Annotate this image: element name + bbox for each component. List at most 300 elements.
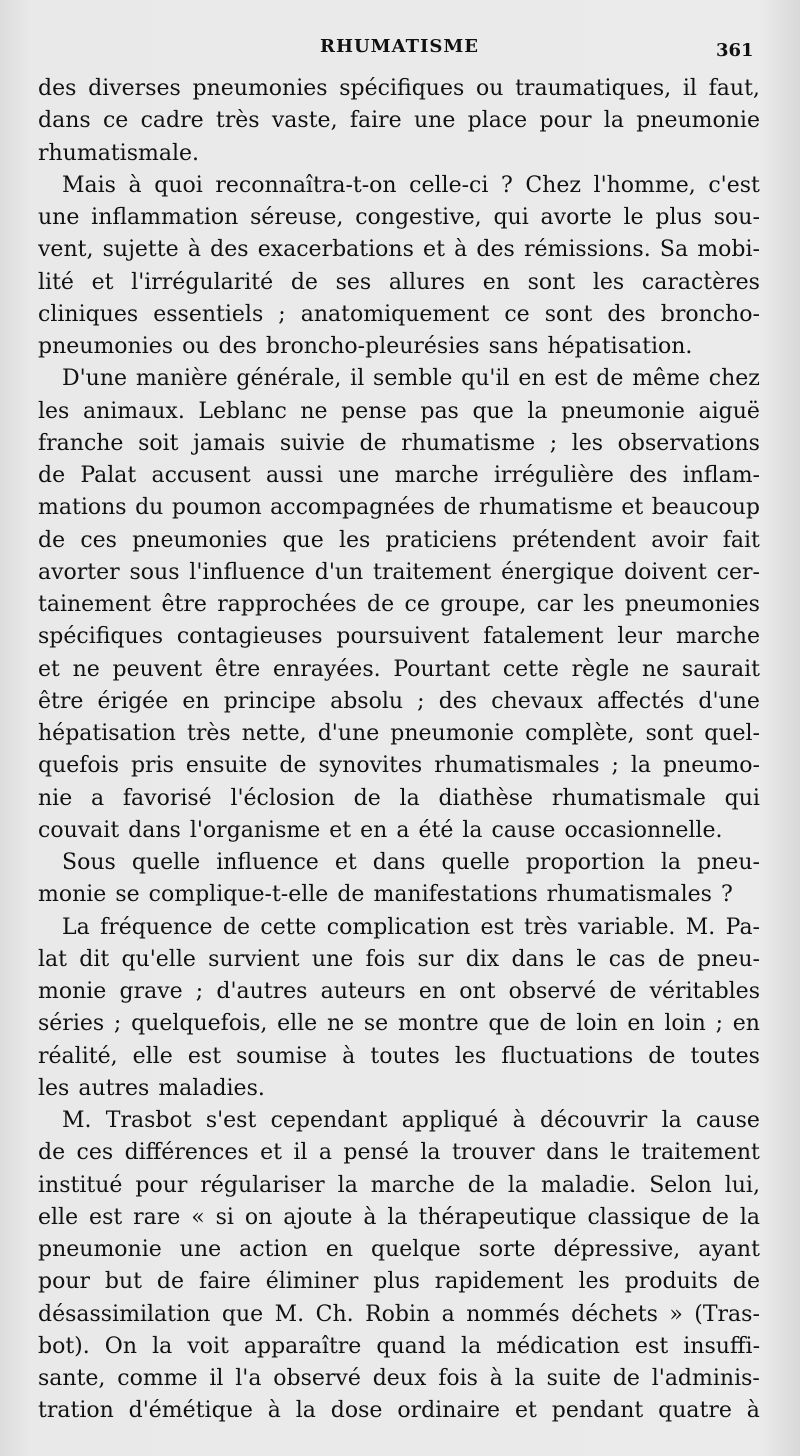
word: hépatisation — [38, 721, 176, 746]
word: se — [363, 1011, 389, 1037]
word: poumon — [171, 495, 262, 521]
text-line — [38, 234, 760, 266]
word: rare — [133, 1204, 181, 1230]
word: Robin — [365, 1301, 431, 1327]
word: pendant — [551, 1398, 644, 1424]
word: pris — [130, 753, 174, 779]
word: pneumonies — [192, 76, 328, 101]
word: spécifiques — [38, 624, 163, 650]
word: de — [222, 914, 251, 940]
word: et — [38, 656, 60, 682]
word: traumatiques, — [515, 76, 672, 101]
word: ; — [611, 753, 619, 779]
word: traitement — [641, 1140, 760, 1166]
word: c'est — [708, 172, 760, 198]
word: les — [571, 430, 604, 456]
word: si — [215, 1204, 234, 1230]
text-line — [38, 783, 760, 815]
word: M. — [274, 1301, 305, 1327]
word: sujette — [102, 237, 179, 263]
word: rhumatismale — [551, 785, 706, 811]
word: autres — [78, 1075, 150, 1101]
text-line — [38, 589, 760, 621]
word: fréquence — [100, 914, 213, 940]
word: doivent — [624, 559, 707, 585]
word: à — [267, 1398, 281, 1424]
word: pneumonie — [390, 721, 515, 746]
text-line — [38, 815, 760, 847]
word: Pa- — [725, 914, 760, 940]
text-line — [38, 1395, 760, 1427]
text-line — [38, 750, 760, 782]
word: dans — [38, 108, 91, 134]
text-line — [38, 944, 760, 976]
word: prétendent — [512, 527, 636, 553]
word: manière — [135, 366, 228, 392]
word: saurait — [681, 656, 760, 682]
word: rhumatismales — [546, 882, 712, 908]
text-line — [38, 912, 760, 944]
word: ne — [300, 398, 328, 424]
word: dans — [511, 946, 565, 972]
word: caractères — [641, 269, 760, 295]
word: une — [179, 1237, 222, 1262]
word: d'émétique — [128, 1398, 253, 1424]
word: ayant — [698, 1237, 760, 1262]
word: pneu- — [697, 946, 760, 972]
word: en — [325, 1237, 354, 1262]
text-line — [38, 1331, 760, 1363]
word: et — [334, 850, 357, 875]
word: la — [507, 1172, 528, 1198]
word: fois — [365, 946, 406, 972]
text-line — [38, 460, 760, 492]
word: nommés — [466, 1301, 560, 1327]
word: que — [472, 398, 514, 424]
word: cause — [696, 1108, 760, 1133]
word: des — [210, 237, 249, 263]
word: montre — [397, 1011, 479, 1037]
word: la — [462, 817, 483, 843]
word: beaucoup — [651, 495, 760, 521]
word: les — [578, 1269, 610, 1295]
word: avorter — [38, 559, 120, 585]
word: est — [187, 1043, 222, 1069]
word: de — [359, 430, 387, 456]
word: la — [514, 1366, 535, 1391]
word: la — [527, 398, 548, 424]
word: et — [514, 1398, 537, 1424]
word: M. — [62, 1108, 92, 1133]
word: voit — [187, 1333, 229, 1359]
word: classique — [587, 1204, 691, 1230]
word: désassimilation — [38, 1301, 211, 1327]
word: ; — [278, 301, 286, 327]
word: broncho-pleurésies — [265, 334, 480, 359]
word: leur — [617, 624, 663, 650]
word: maladie. — [540, 1172, 637, 1198]
word: sont — [527, 269, 576, 295]
word: quelle — [441, 850, 510, 875]
word: le — [623, 205, 644, 230]
word: la — [420, 1140, 441, 1166]
word: de — [353, 785, 381, 811]
word: principe — [223, 688, 316, 714]
text-line — [38, 428, 760, 460]
word: marche — [675, 624, 760, 650]
word: Leblanc — [198, 398, 287, 424]
word: observé — [273, 1366, 361, 1391]
word: le — [576, 946, 597, 972]
word: Mais — [62, 172, 116, 198]
word: affectés — [597, 688, 685, 714]
word: rhumatismales — [434, 753, 600, 779]
word: d'un — [314, 559, 364, 585]
word: été — [418, 817, 454, 843]
word: des — [438, 688, 478, 714]
word: à — [187, 237, 201, 263]
word: à — [342, 1043, 356, 1069]
word: il — [350, 366, 365, 392]
word: des — [218, 334, 257, 359]
word: diathèse — [438, 785, 534, 811]
word: l'influence — [189, 559, 305, 585]
word: de — [467, 1172, 495, 1198]
word: plus — [373, 1269, 420, 1295]
word: franche — [38, 430, 124, 456]
word: complique-t-elle — [148, 882, 329, 908]
word: cas — [608, 946, 646, 972]
word: on — [244, 1204, 273, 1230]
word: en — [732, 1011, 760, 1037]
word: régulariser — [200, 1172, 325, 1198]
word: sou- — [713, 205, 760, 230]
word: en — [627, 1011, 655, 1037]
word: qui — [493, 205, 529, 230]
text-line — [38, 331, 760, 363]
word: la — [152, 1333, 173, 1359]
word: générale, — [236, 366, 342, 392]
word: être — [161, 592, 207, 617]
word: Chez — [525, 172, 581, 198]
text-line — [38, 202, 760, 234]
text-line — [38, 170, 760, 202]
word: sorte — [478, 1237, 536, 1262]
word: cer- — [716, 559, 760, 585]
word: l'irrégularité — [131, 269, 274, 295]
word: il — [682, 76, 697, 101]
word: poursuivent — [336, 624, 470, 650]
word: des — [629, 463, 668, 488]
word: très — [187, 721, 231, 746]
word: ? — [500, 172, 513, 198]
word: pneumonie — [38, 1237, 162, 1262]
word: faire — [198, 1269, 251, 1295]
word: que — [488, 1011, 530, 1037]
word: cliniques — [38, 301, 139, 327]
word: a — [396, 817, 410, 843]
word: inflam- — [682, 463, 760, 488]
word: quefois — [38, 753, 119, 779]
running-title: RHUMATISME — [320, 36, 480, 57]
word: en — [482, 269, 510, 295]
word: aiguë — [698, 398, 760, 424]
word: quatre — [658, 1398, 732, 1424]
word: même — [632, 366, 700, 392]
word: Ch. — [315, 1301, 354, 1327]
word: la — [630, 753, 652, 779]
word: cette — [260, 914, 317, 940]
text-line — [38, 1363, 760, 1395]
word: très — [215, 108, 260, 134]
word: ont — [459, 979, 496, 1004]
word: pneumonie — [561, 398, 685, 424]
word: pneumonies — [132, 527, 268, 553]
word: » — [669, 1301, 683, 1327]
word: les — [583, 592, 615, 617]
word: complication — [326, 914, 471, 940]
word: en — [418, 979, 447, 1004]
text-line — [38, 73, 760, 105]
word: s'est — [205, 1108, 257, 1133]
word: et — [91, 269, 114, 295]
word: occasionnelle. — [564, 817, 723, 843]
word: d'autres — [216, 979, 308, 1004]
text-line — [38, 847, 760, 879]
word: spécifiques — [339, 76, 465, 101]
word: loin — [664, 1011, 706, 1037]
text-line — [38, 1105, 760, 1137]
word: jamais — [193, 430, 266, 456]
word: M. — [685, 914, 716, 940]
word: à — [454, 237, 468, 263]
text-line — [38, 138, 760, 170]
word: que — [221, 1301, 264, 1327]
word: ; — [113, 1011, 122, 1037]
word: quoi — [154, 172, 203, 198]
word: pense — [341, 398, 407, 424]
word: sur — [417, 946, 454, 972]
word: pneumo- — [663, 753, 760, 779]
word: hépatisation. — [547, 334, 693, 359]
word: une — [338, 463, 380, 488]
word: accompagnées — [270, 495, 435, 521]
word: apparaître — [243, 1333, 362, 1359]
word: la — [337, 1172, 358, 1198]
word: marche — [394, 463, 479, 488]
word: les — [454, 1043, 487, 1069]
word: de — [596, 366, 624, 392]
word: a — [91, 785, 105, 811]
text-line — [38, 654, 760, 686]
word: (Tras- — [694, 1301, 760, 1327]
word: observé — [508, 979, 597, 1004]
word: Palat — [80, 463, 137, 488]
word: soit — [138, 430, 179, 456]
word: à — [512, 1108, 526, 1133]
word: de — [443, 495, 471, 521]
word: qu'il — [461, 366, 510, 392]
word: rémissions. — [523, 237, 651, 263]
body-text — [38, 73, 760, 1428]
word: une — [413, 108, 456, 134]
word: lui, — [724, 1172, 760, 1198]
word: dans — [372, 850, 426, 875]
word: en — [360, 817, 388, 843]
word: ses — [335, 269, 372, 295]
word: absolu — [330, 688, 404, 714]
word: découvrir — [539, 1108, 648, 1133]
word: marche — [370, 1172, 455, 1198]
word: diverses — [88, 76, 181, 101]
word: maladies. — [158, 1075, 265, 1101]
word: vent, — [38, 237, 94, 263]
word: mations — [38, 495, 127, 521]
word: dans — [128, 817, 181, 843]
word: énergique — [501, 559, 615, 585]
word: la — [603, 108, 624, 134]
word: l'éclosion — [230, 785, 335, 811]
word: du — [135, 495, 164, 521]
word: ajoute — [283, 1204, 353, 1230]
word: sous — [129, 559, 180, 585]
word: suivie — [279, 430, 345, 456]
word: mobi- — [697, 237, 760, 263]
word: dit — [79, 946, 110, 972]
word: ; — [549, 430, 558, 456]
word: « — [191, 1204, 205, 1230]
word: que — [282, 527, 324, 553]
text-line — [38, 1137, 760, 1169]
text-line — [38, 267, 760, 299]
word: institué — [38, 1172, 123, 1198]
word: tainement — [38, 592, 152, 617]
word: et — [260, 1140, 282, 1166]
word: de — [367, 592, 395, 617]
word: il — [209, 1366, 224, 1391]
text-line — [38, 557, 760, 589]
word: et — [329, 817, 352, 843]
word: dépressive, — [553, 1237, 681, 1262]
word: toutes — [370, 1043, 440, 1069]
word: rhumatisme — [478, 495, 613, 521]
word: ne — [326, 1011, 355, 1037]
word: avorte — [540, 205, 612, 230]
word: pneumonies — [38, 334, 174, 359]
word: se — [115, 882, 140, 908]
word: à — [489, 1366, 503, 1391]
word: qu'elle — [121, 946, 196, 972]
word: la — [739, 1204, 760, 1230]
word: de — [657, 946, 685, 972]
word: sans — [488, 334, 539, 359]
word: la — [387, 1204, 408, 1230]
word: pneumonie — [636, 108, 760, 134]
word: D'une — [62, 366, 128, 392]
page-number: 361 — [716, 40, 754, 61]
word: fois — [438, 1366, 478, 1391]
text-line — [38, 299, 760, 331]
word: Trasbot — [105, 1108, 192, 1133]
word: quand — [376, 1333, 446, 1359]
word: quelque — [371, 1237, 461, 1262]
word: comme — [117, 1366, 198, 1391]
word: ; — [715, 1011, 724, 1037]
text-line — [38, 1266, 760, 1298]
word: ce — [102, 108, 129, 134]
word: ces — [80, 527, 117, 553]
word: elle — [38, 1204, 79, 1230]
word: être — [214, 656, 261, 682]
word: nie — [38, 785, 73, 811]
text-line — [38, 976, 760, 1008]
word: observations — [617, 430, 760, 456]
word: groupe, — [440, 592, 527, 617]
word: en — [518, 366, 546, 392]
word: de — [539, 1011, 567, 1037]
word: quel- — [704, 721, 760, 746]
word: vaste, — [271, 108, 338, 134]
word: broncho- — [660, 301, 760, 327]
word: la — [661, 1108, 682, 1133]
word: à — [128, 172, 142, 198]
word: ; — [195, 979, 204, 1004]
text-line — [38, 492, 760, 524]
word: celle-ci — [409, 172, 489, 198]
word: pneu- — [697, 850, 760, 875]
word: ne — [72, 656, 100, 682]
word: de — [612, 1366, 640, 1391]
word: d'une — [317, 721, 380, 746]
word: La — [62, 914, 90, 940]
word: grave — [119, 979, 183, 1004]
word: nette, — [241, 721, 307, 746]
word: il — [293, 1140, 308, 1166]
word: anatomiquement — [300, 301, 490, 327]
word: l'a — [235, 1366, 262, 1391]
word: dans — [546, 1140, 599, 1166]
text-line — [38, 105, 760, 137]
word: l'organisme — [189, 817, 321, 843]
word: ordinaire — [397, 1398, 501, 1424]
word: ce — [504, 301, 530, 327]
word: être — [38, 688, 84, 714]
word: de — [156, 1269, 185, 1295]
word: de — [701, 1204, 729, 1230]
word: de — [279, 753, 307, 779]
page-header — [0, 32, 800, 62]
word: ne — [641, 656, 670, 682]
word: est — [480, 914, 514, 940]
word: influence — [216, 850, 319, 875]
word: avoir — [651, 527, 708, 553]
word: à — [363, 1204, 377, 1230]
text-line — [38, 1170, 760, 1202]
word: Sous — [62, 850, 116, 875]
word: a — [318, 1140, 332, 1166]
word: médication — [496, 1333, 620, 1359]
word: reconnaîtra-t-on — [215, 172, 397, 198]
word: l'homme, — [593, 172, 696, 198]
word: cette — [502, 656, 559, 682]
word: lat — [38, 946, 67, 972]
word: ce — [404, 592, 430, 617]
word: rhumatisme — [401, 430, 536, 456]
word: déchets — [571, 1301, 658, 1327]
word: aussi — [265, 463, 323, 488]
word: traitement — [373, 559, 492, 585]
word: allures — [388, 269, 466, 295]
